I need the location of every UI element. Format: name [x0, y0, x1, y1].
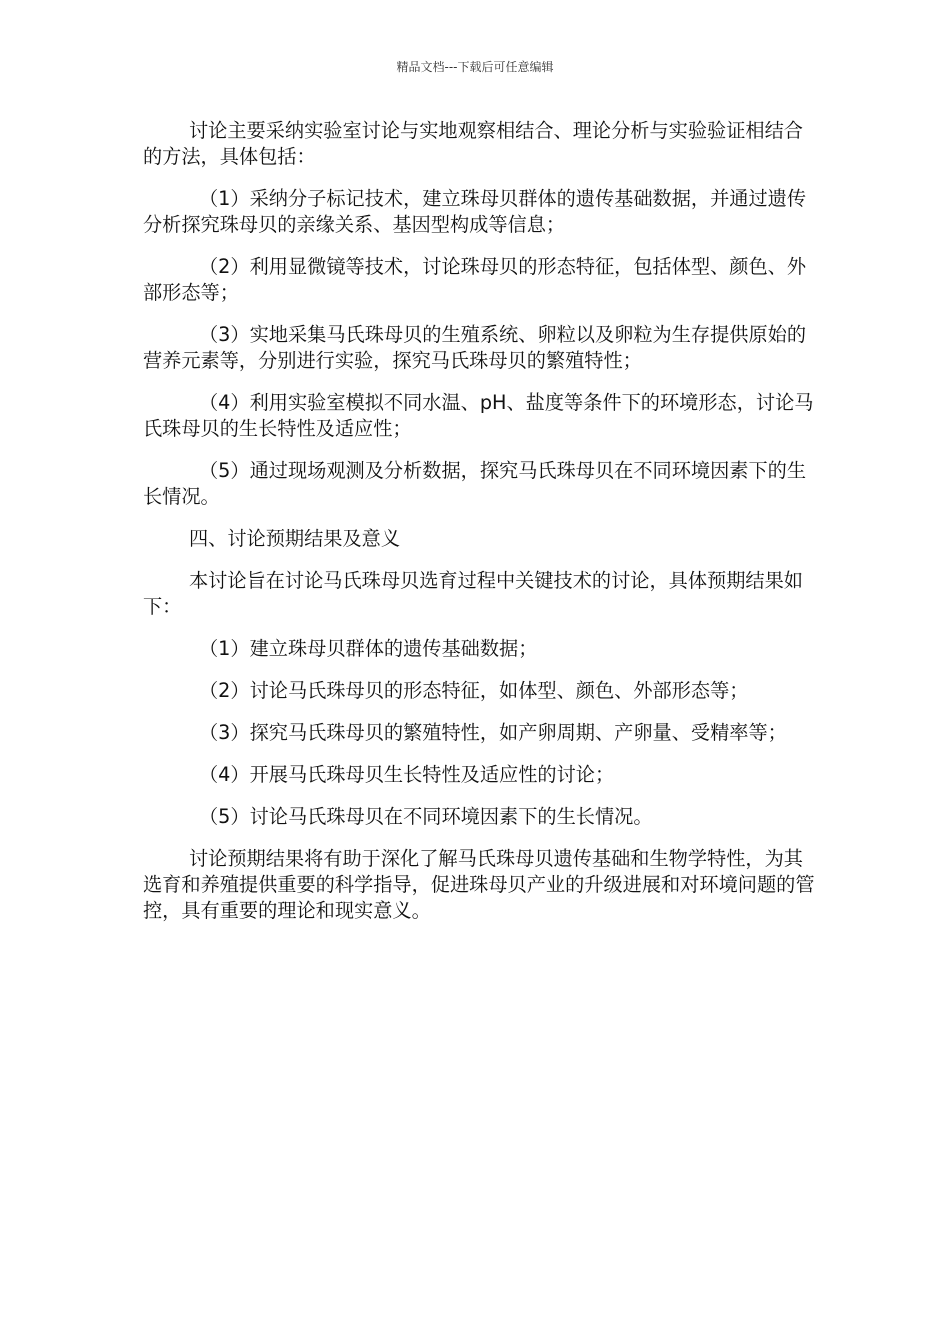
methods-item-5: （5）通过现场观测及分析数据，探究马氏珠母贝在不同环境因素下的生长情况。: [143, 459, 807, 508]
document-body: [143, 118, 818, 940]
methods-item-3: （3）实地采集马氏珠母贝的生殖系统、卵粒以及卵粒为生存提供原始的营养元素等，分别进行实验，探究马氏珠母贝的繁殖特性；: [143, 323, 807, 372]
methods-item-1: （1）采纳分子标记技术，建立珠母贝群体的遗传基础数据，并通过遗传分析探究珠母贝的亲缘关系、基因型构成等信息；: [143, 187, 807, 236]
results-item-3: （3）探究马氏珠母贝的繁殖特性，如产卵周期、产卵量、受精率等；: [199, 721, 787, 744]
results-item-4: （4）开展马氏珠母贝生长特性及适应性的讨论；: [199, 763, 615, 786]
results-item-1: （1）建立珠母贝群体的遗传基础数据；: [199, 637, 538, 660]
results-conclusion-paragraph: 讨论预期结果将有助于深化了解马氏珠母贝遗传基础和生物学特性，为其选育和养殖提供重要的科学指导，促进珠母贝产业的升级进展和对环境问题的管控，具有重要的理论和现实意义。: [143, 847, 815, 922]
methods-intro-paragraph: 讨论主要采纳实验室讨论与实地观察相结合、理论分析与实验验证相结合的方法，具体包括：: [143, 119, 803, 168]
methods-item-4: （4）利用实验室模拟不同水温、pH、盐度等条件下的环境形态，讨论马氏珠母贝的生长特性及适应性；: [143, 391, 814, 440]
results-item-5: （5）讨论马氏珠母贝在不同环境因素下的生长情况。: [199, 805, 653, 828]
page-header: 精品文档---下载后可任意编辑: [396, 60, 554, 74]
results-item-2: （2）讨论马氏珠母贝的形态特征，如体型、颜色、外部形态等；: [199, 679, 749, 702]
results-intro-paragraph: 本讨论旨在讨论马氏珠母贝选育过程中关键技术的讨论，具体预期结果如下：: [143, 569, 803, 618]
methods-item-2: （2）利用显微镜等技术，讨论珠母贝的形态特征，包括体型、颜色、外部形态等；: [143, 255, 807, 304]
results-section-heading: 四、讨论预期结果及意义: [189, 527, 401, 550]
